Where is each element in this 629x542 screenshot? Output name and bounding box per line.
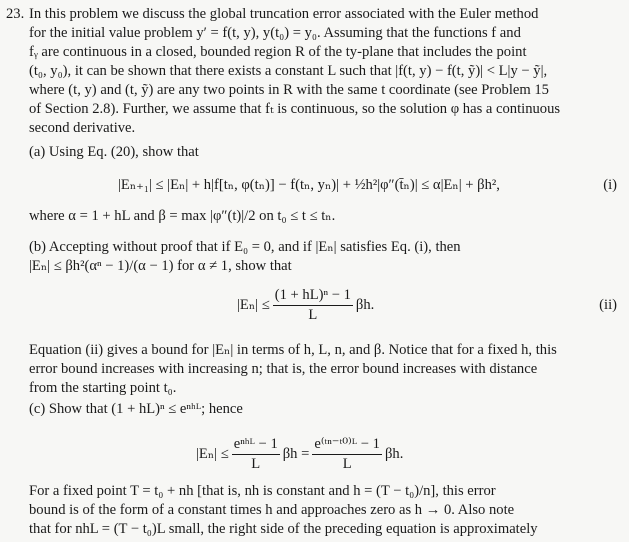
equation-number-i: (i) [603,177,617,193]
discussion-line-1: Equation (ii) gives a bound for |Eₙ| in terms of h, L, n, and β. Notice that for a fixed h, this [29,342,557,358]
part-a-equation: |Eₙ₊₁| ≤ |Eₙ| + h|f[tₙ, φ(tₙ)] − f(tₙ, yₙ)| + ½h²|φ″(t̄ₙ)| ≤ α|Eₙ| + βh², [118,177,500,193]
intro-line-4: (t₀, y₀), it can be shown that there exists a constant L such that |f(t, y) − f(t, ỹ)| < L|y − ỹ|, [29,63,548,79]
discussion-line-3: from the starting point t₀. [29,380,177,396]
part-c-fraction-2-numerator: e⁽ᵗⁿ⁻ᵗ⁰⁾ᴸ − 1 [312,435,382,455]
intro-line-6: of Section 2.8). Further, we assume that fₜ is continuous, so the solution φ has a continuous [29,101,561,117]
part-b-fraction [273,286,353,324]
intro-line-5: where (t, y) and (t, ỹ) are any two points in R with the same t coordinate (see Problem 15 [29,82,549,98]
equation-number-ii: (ii) [599,297,617,313]
part-b-rhs: βh. [355,296,375,313]
part-c-lhs: |Eₙ| ≤ [196,445,229,462]
discussion-line-2: error bound increases with increasing n; that is, the error bound increases with distance [29,361,538,377]
part-c-fraction-2-denominator: L [342,455,352,472]
problem-number: 23. [6,6,25,22]
closing-line-1: For a fixed point T = t₀ + nh [that is, nh is constant and h = (T − t₀)/n], this error [29,483,496,499]
part-b-denominator: L [308,306,318,323]
part-c-fraction-1 [232,435,280,473]
intro-line-1: In this problem we discuss the global truncation error associated with the Euler method [29,6,539,22]
part-c-fraction-1-numerator: eⁿʰᴸ − 1 [232,435,280,455]
part-a-prompt: (a) Using Eq. (20), show that [29,144,199,160]
closing-line-2: bound is of the form of a constant times h and approaches zero as h → 0. Also note [29,502,515,518]
part-c-fraction-2 [312,435,382,473]
part-c-prompt: (c) Show that (1 + hL)ⁿ ≤ eⁿʰᴸ; hence [29,401,243,417]
part-a-where: where α = 1 + hL and β = max |φ″(t)|/2 on t₀ ≤ t ≤ tₙ. [29,208,336,224]
part-c-mid: βh = [282,445,310,462]
part-b-lhs: |Eₙ| ≤ [237,296,270,313]
part-b-equation [237,283,374,327]
intro-line-7: second derivative. [29,120,136,136]
part-c-equation [196,431,403,477]
intro-line-2: for the initial value problem y′ = f(t, y), y(t₀) = y₀. Assuming that the functions f and [29,25,521,41]
part-b-numerator: (1 + hL)ⁿ − 1 [273,286,353,306]
part-b-prompt-1: (b) Accepting without proof that if E₀ = 0, and if |Eₙ| satisfies Eq. (i), then [29,239,461,255]
intro-line-3: fᵧ are continuous in a closed, bounded region R of the ty-plane that includes the point [29,44,527,60]
closing-line-3: that for nhL = (T − t₀)L small, the right side of the preceding equation is approximately [29,521,538,537]
part-c-rhs: βh. [384,445,404,462]
part-b-prompt-2: |Eₙ| ≤ βh²(αⁿ − 1)/(α − 1) for α ≠ 1, show that [29,258,292,274]
part-c-fraction-1-denominator: L [251,455,261,472]
